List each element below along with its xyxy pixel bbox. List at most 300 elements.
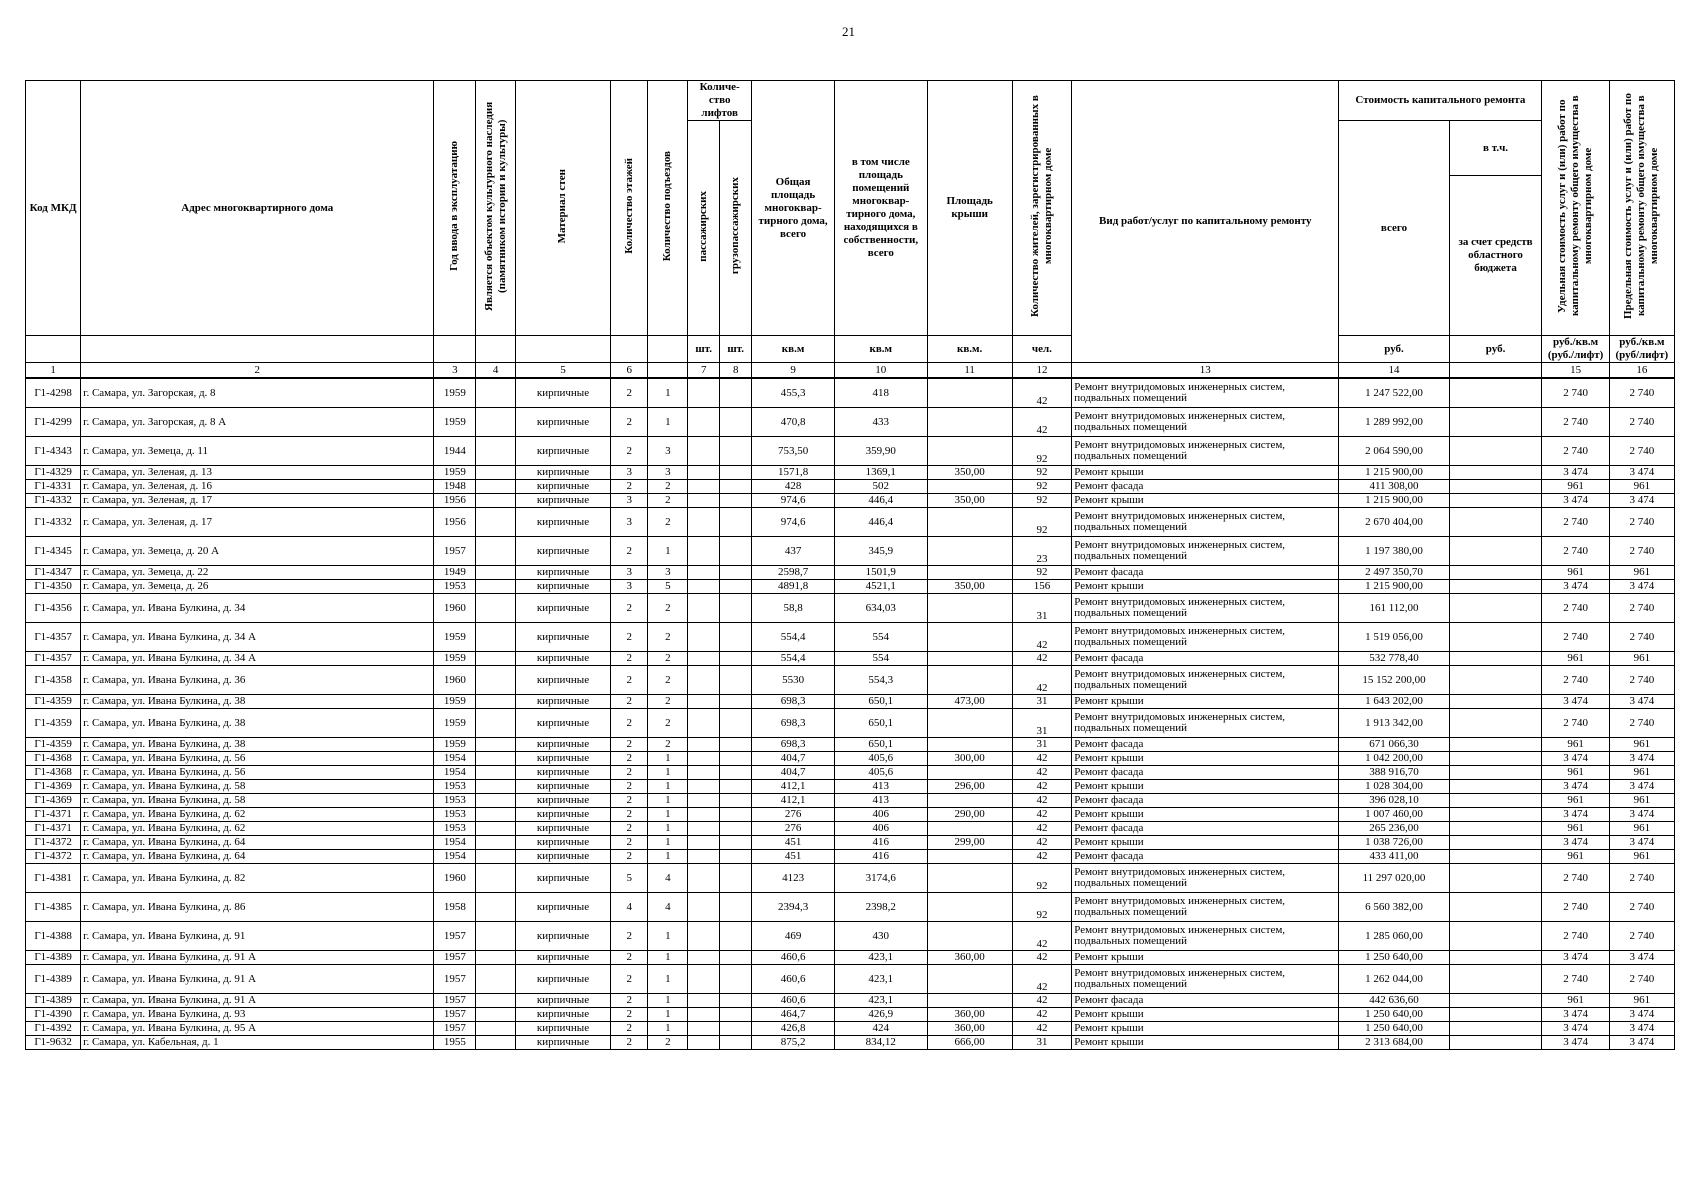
unit-cost-cell: 3 474	[1542, 951, 1609, 965]
code-cell: Г1-4359	[26, 738, 81, 752]
table-row	[26, 850, 1675, 864]
roof-area-cell	[927, 652, 1012, 666]
residents-cell: 42	[1012, 652, 1072, 666]
roof-area-cell	[927, 709, 1012, 738]
total-area-cell: 451	[752, 850, 835, 864]
unit-cell: руб.	[1449, 336, 1542, 363]
roof-area-cell: 360,00	[927, 951, 1012, 965]
column-number: 2	[81, 363, 434, 379]
wall-material-cell: кирпичные	[516, 508, 611, 537]
address-cell: г. Самара, ул. Ивана Булкина, д. 38	[81, 709, 434, 738]
address-cell: г. Самара, ул. Ивана Булкина, д. 34	[81, 594, 434, 623]
code-cell: Г1-4372	[26, 836, 81, 850]
col-code-header: Код МКД	[26, 81, 81, 336]
heritage-cell	[476, 766, 516, 780]
lifts-passenger-cell	[688, 836, 720, 850]
wall-material-cell: кирпичные	[516, 922, 611, 951]
max-cost-cell: 3 474	[1609, 951, 1674, 965]
max-cost-cell: 2 740	[1609, 537, 1674, 566]
owned-area-cell: 418	[834, 378, 927, 408]
cost-regional-cell	[1449, 808, 1542, 822]
code-cell: Г1-4368	[26, 766, 81, 780]
wall-material-cell: кирпичные	[516, 836, 611, 850]
floors-cell: 3	[610, 466, 648, 480]
roof-area-cell	[927, 822, 1012, 836]
residents-cell: 42	[1012, 951, 1072, 965]
cost-total-cell: 1 262 044,00	[1339, 965, 1449, 994]
cost-regional-cell	[1449, 408, 1542, 437]
floors-cell: 3	[610, 508, 648, 537]
cost-regional-cell	[1449, 994, 1542, 1008]
unit-cost-cell: 961	[1542, 850, 1609, 864]
total-area-cell: 698,3	[752, 709, 835, 738]
residents-cell: 92	[1012, 437, 1072, 466]
wall-material-cell: кирпичные	[516, 808, 611, 822]
address-cell: г. Самара, ул. Кабельная, д. 1	[81, 1036, 434, 1050]
roof-area-cell	[927, 623, 1012, 652]
lifts-passenger-cell	[688, 566, 720, 580]
year-cell: 1959	[434, 408, 476, 437]
floors-cell: 2	[610, 850, 648, 864]
floors-cell: 2	[610, 752, 648, 766]
address-cell: г. Самара, ул. Ивана Булкина, д. 91 А	[81, 994, 434, 1008]
roof-area-cell	[927, 408, 1012, 437]
cost-total-cell: 1 289 992,00	[1339, 408, 1449, 437]
max-cost-cell: 3 474	[1609, 752, 1674, 766]
lifts-passenger-cell	[688, 466, 720, 480]
work-type-cell: Ремонт внутридомовых инженерных систем, подвальных помещений	[1072, 378, 1339, 408]
owned-area-cell: 554,3	[834, 666, 927, 695]
lifts-freight-cell	[720, 994, 752, 1008]
roof-area-cell: 350,00	[927, 580, 1012, 594]
year-cell: 1944	[434, 437, 476, 466]
lifts-freight-cell	[720, 738, 752, 752]
residents-cell: 42	[1012, 965, 1072, 994]
col-work-type-header: Вид работ/услуг по капитальному ремонту	[1072, 81, 1339, 363]
cost-total-cell: 6 560 382,00	[1339, 893, 1449, 922]
col-address-header: Адрес многоквартирного дома	[81, 81, 434, 336]
lifts-freight-cell	[720, 850, 752, 864]
work-type-cell: Ремонт фасада	[1072, 822, 1339, 836]
cost-regional-cell	[1449, 709, 1542, 738]
unit-cost-cell: 3 474	[1542, 808, 1609, 822]
heritage-cell	[476, 466, 516, 480]
cost-regional-cell	[1449, 1036, 1542, 1050]
roof-area-cell	[927, 965, 1012, 994]
col-entrances-header: Количество подъездов	[648, 81, 688, 336]
wall-material-cell: кирпичные	[516, 580, 611, 594]
code-cell: Г1-4372	[26, 850, 81, 864]
lifts-freight-cell	[720, 780, 752, 794]
lifts-passenger-cell	[688, 766, 720, 780]
code-cell: Г1-4389	[26, 994, 81, 1008]
work-type-cell: Ремонт внутридомовых инженерных систем, подвальных помещений	[1072, 965, 1339, 994]
col-cost-total-header: всего	[1339, 121, 1449, 336]
lifts-freight-cell	[720, 594, 752, 623]
max-cost-cell: 2 740	[1609, 666, 1674, 695]
address-cell: г. Самара, ул. Ивана Булкина, д. 64	[81, 836, 434, 850]
column-number: 13	[1072, 363, 1339, 379]
year-cell: 1959	[434, 466, 476, 480]
cost-total-cell: 1 215 900,00	[1339, 466, 1449, 480]
cost-regional-cell	[1449, 836, 1542, 850]
max-cost-cell: 961	[1609, 480, 1674, 494]
heritage-cell	[476, 566, 516, 580]
roof-area-cell	[927, 893, 1012, 922]
owned-area-cell: 650,1	[834, 695, 927, 709]
work-type-cell: Ремонт внутридомовых инженерных систем, подвальных помещений	[1072, 893, 1339, 922]
owned-area-cell: 424	[834, 1022, 927, 1036]
owned-area-cell: 423,1	[834, 994, 927, 1008]
entrances-cell: 2	[648, 594, 688, 623]
table-row	[26, 594, 1675, 623]
entrances-cell: 2	[648, 666, 688, 695]
owned-area-cell: 446,4	[834, 508, 927, 537]
year-cell: 1958	[434, 893, 476, 922]
work-type-cell: Ремонт крыши	[1072, 1008, 1339, 1022]
work-type-cell: Ремонт внутридомовых инженерных систем, подвальных помещений	[1072, 709, 1339, 738]
lifts-freight-cell	[720, 494, 752, 508]
wall-material-cell: кирпичные	[516, 794, 611, 808]
table-row	[26, 808, 1675, 822]
table-row	[26, 1022, 1675, 1036]
max-cost-cell: 3 474	[1609, 1022, 1674, 1036]
lifts-freight-cell	[720, 508, 752, 537]
unit-cost-cell: 2 740	[1542, 437, 1609, 466]
owned-area-cell: 413	[834, 780, 927, 794]
total-area-cell: 460,6	[752, 965, 835, 994]
work-type-cell: Ремонт крыши	[1072, 752, 1339, 766]
table-row	[26, 466, 1675, 480]
column-number: 9	[752, 363, 835, 379]
cost-total-cell: 1 913 342,00	[1339, 709, 1449, 738]
col-lifts-header: Количе-ство лифтов	[688, 81, 752, 121]
col-roof-area-header: Площадь крыши	[927, 81, 1012, 336]
table-row	[26, 1036, 1675, 1050]
wall-material-cell: кирпичные	[516, 951, 611, 965]
col-wall-material-header: Материал стен	[516, 81, 611, 336]
address-cell: г. Самара, ул. Ивана Булкина, д. 91 А	[81, 965, 434, 994]
table-row	[26, 378, 1675, 408]
work-type-cell: Ремонт крыши	[1072, 695, 1339, 709]
heritage-cell	[476, 850, 516, 864]
floors-cell: 2	[610, 537, 648, 566]
table-row	[26, 566, 1675, 580]
lifts-passenger-cell	[688, 994, 720, 1008]
table-body	[26, 378, 1675, 1050]
entrances-cell: 2	[648, 652, 688, 666]
lifts-freight-cell	[720, 836, 752, 850]
heritage-cell	[476, 494, 516, 508]
residents-cell: 156	[1012, 580, 1072, 594]
lifts-passenger-cell	[688, 752, 720, 766]
residents-cell: 42	[1012, 752, 1072, 766]
table-header	[26, 81, 1675, 379]
owned-area-cell: 554	[834, 652, 927, 666]
year-cell: 1956	[434, 508, 476, 537]
residents-cell: 42	[1012, 378, 1072, 408]
entrances-cell: 1	[648, 994, 688, 1008]
heritage-cell	[476, 951, 516, 965]
address-cell: г. Самара, ул. Ивана Булкина, д. 64	[81, 850, 434, 864]
unit-cost-cell: 3 474	[1542, 1036, 1609, 1050]
lifts-freight-cell	[720, 709, 752, 738]
work-type-cell: Ремонт фасада	[1072, 566, 1339, 580]
lifts-freight-cell	[720, 378, 752, 408]
entrances-cell: 3	[648, 466, 688, 480]
residents-cell: 31	[1012, 738, 1072, 752]
column-numbers-row	[26, 363, 1675, 379]
unit-cell: чел.	[1012, 336, 1072, 363]
table-row	[26, 480, 1675, 494]
floors-cell: 2	[610, 922, 648, 951]
code-cell: Г1-4388	[26, 922, 81, 951]
col-total-area-header: Общая площадь многоквар-тирного дома, всего	[752, 81, 835, 336]
code-cell: Г1-4389	[26, 965, 81, 994]
owned-area-cell: 413	[834, 794, 927, 808]
cost-total-cell: 11 297 020,00	[1339, 864, 1449, 893]
table-row	[26, 1008, 1675, 1022]
roof-area-cell: 666,00	[927, 1036, 1012, 1050]
cost-regional-cell	[1449, 580, 1542, 594]
cost-regional-cell	[1449, 537, 1542, 566]
entrances-cell: 2	[648, 480, 688, 494]
table-row	[26, 738, 1675, 752]
total-area-cell: 974,6	[752, 494, 835, 508]
total-area-cell: 428	[752, 480, 835, 494]
col-max-cost-header: Предельная стоимость услуг и (или) работ по капитальному ремонту общего имущества в многоквартирном доме	[1609, 81, 1674, 336]
max-cost-cell: 3 474	[1609, 695, 1674, 709]
total-area-cell: 974,6	[752, 508, 835, 537]
table-row	[26, 695, 1675, 709]
wall-material-cell: кирпичные	[516, 537, 611, 566]
work-type-cell: Ремонт фасада	[1072, 480, 1339, 494]
max-cost-cell: 2 740	[1609, 378, 1674, 408]
residents-cell: 42	[1012, 922, 1072, 951]
heritage-cell	[476, 580, 516, 594]
cost-total-cell: 442 636,60	[1339, 994, 1449, 1008]
cost-total-cell: 1 028 304,00	[1339, 780, 1449, 794]
address-cell: г. Самара, ул. Ивана Булкина, д. 36	[81, 666, 434, 695]
roof-area-cell	[927, 594, 1012, 623]
total-area-cell: 437	[752, 537, 835, 566]
year-cell: 1960	[434, 594, 476, 623]
entrances-cell: 5	[648, 580, 688, 594]
unit-cost-cell: 961	[1542, 738, 1609, 752]
unit-cost-cell: 3 474	[1542, 836, 1609, 850]
max-cost-cell: 2 740	[1609, 922, 1674, 951]
column-number: 4	[476, 363, 516, 379]
wall-material-cell: кирпичные	[516, 1022, 611, 1036]
col-cost-header: Стоимость капитального ремонта	[1339, 81, 1542, 121]
table-row	[26, 666, 1675, 695]
wall-material-cell: кирпичные	[516, 566, 611, 580]
max-cost-cell: 961	[1609, 850, 1674, 864]
roof-area-cell: 299,00	[927, 836, 1012, 850]
lifts-passenger-cell	[688, 652, 720, 666]
entrances-cell: 2	[648, 623, 688, 652]
cost-regional-cell	[1449, 623, 1542, 652]
address-cell: г. Самара, ул. Земеца, д. 11	[81, 437, 434, 466]
heritage-cell	[476, 738, 516, 752]
max-cost-cell: 2 740	[1609, 437, 1674, 466]
owned-area-cell: 359,90	[834, 437, 927, 466]
cost-total-cell: 1 250 640,00	[1339, 1022, 1449, 1036]
lifts-freight-cell	[720, 652, 752, 666]
wall-material-cell: кирпичные	[516, 994, 611, 1008]
col-floors-header: Количество этажей	[610, 81, 648, 336]
owned-area-cell: 634,03	[834, 594, 927, 623]
total-area-cell: 698,3	[752, 738, 835, 752]
floors-cell: 2	[610, 738, 648, 752]
wall-material-cell: кирпичные	[516, 623, 611, 652]
unit-cost-cell: 2 740	[1542, 864, 1609, 893]
work-type-cell: Ремонт внутридомовых инженерных систем, подвальных помещений	[1072, 594, 1339, 623]
cost-total-cell: 1 643 202,00	[1339, 695, 1449, 709]
max-cost-cell: 961	[1609, 994, 1674, 1008]
year-cell: 1953	[434, 794, 476, 808]
total-area-cell: 470,8	[752, 408, 835, 437]
address-cell: г. Самара, ул. Ивана Булкина, д. 93	[81, 1008, 434, 1022]
lifts-freight-cell	[720, 822, 752, 836]
table-row	[26, 922, 1675, 951]
roof-area-cell: 350,00	[927, 466, 1012, 480]
table-row	[26, 766, 1675, 780]
year-cell: 1959	[434, 378, 476, 408]
year-cell: 1954	[434, 752, 476, 766]
unit-cell: кв.м.	[927, 336, 1012, 363]
col-cost-regional-header: за счет средств областного бюджета	[1449, 176, 1542, 336]
year-cell: 1957	[434, 965, 476, 994]
wall-material-cell: кирпичные	[516, 822, 611, 836]
residents-cell: 42	[1012, 808, 1072, 822]
address-cell: г. Самара, ул. Земеца, д. 22	[81, 566, 434, 580]
address-cell: г. Самара, ул. Земеца, д. 20 А	[81, 537, 434, 566]
address-cell: г. Самара, ул. Ивана Булкина, д. 95 А	[81, 1022, 434, 1036]
cost-total-cell: 2 497 350,70	[1339, 566, 1449, 580]
heritage-cell	[476, 994, 516, 1008]
code-cell: Г1-4359	[26, 695, 81, 709]
lifts-freight-cell	[720, 437, 752, 466]
col-cost-incl-header: в т.ч.	[1449, 121, 1542, 176]
wall-material-cell: кирпичные	[516, 1008, 611, 1022]
roof-area-cell: 360,00	[927, 1022, 1012, 1036]
work-type-cell: Ремонт фасада	[1072, 850, 1339, 864]
table-row	[26, 965, 1675, 994]
residents-cell: 92	[1012, 480, 1072, 494]
owned-area-cell: 1501,9	[834, 566, 927, 580]
roof-area-cell: 296,00	[927, 780, 1012, 794]
heritage-cell	[476, 893, 516, 922]
max-cost-cell: 3 474	[1609, 836, 1674, 850]
column-number: 14	[1339, 363, 1449, 379]
code-cell: Г1-4350	[26, 580, 81, 594]
total-area-cell: 469	[752, 922, 835, 951]
wall-material-cell: кирпичные	[516, 652, 611, 666]
code-cell: Г1-4389	[26, 951, 81, 965]
lifts-passenger-cell	[688, 508, 720, 537]
lifts-passenger-cell	[688, 480, 720, 494]
year-cell: 1957	[434, 951, 476, 965]
wall-material-cell: кирпичные	[516, 752, 611, 766]
work-type-cell: Ремонт крыши	[1072, 1022, 1339, 1036]
residents-cell: 42	[1012, 1022, 1072, 1036]
code-cell: Г1-4332	[26, 494, 81, 508]
work-type-cell: Ремонт внутридомовых инженерных систем, подвальных помещений	[1072, 864, 1339, 893]
total-area-cell: 460,6	[752, 951, 835, 965]
owned-area-cell: 3174,6	[834, 864, 927, 893]
lifts-passenger-cell	[688, 808, 720, 822]
year-cell: 1959	[434, 623, 476, 652]
unit-cost-cell: 3 474	[1542, 695, 1609, 709]
unit-cell: шт.	[688, 336, 720, 363]
wall-material-cell: кирпичные	[516, 709, 611, 738]
heritage-cell	[476, 1008, 516, 1022]
code-cell: Г1-4358	[26, 666, 81, 695]
entrances-cell: 1	[648, 836, 688, 850]
lifts-freight-cell	[720, 580, 752, 594]
column-number: 15	[1542, 363, 1609, 379]
column-number: 1	[26, 363, 81, 379]
wall-material-cell: кирпичные	[516, 1036, 611, 1050]
roof-area-cell: 350,00	[927, 494, 1012, 508]
roof-area-cell	[927, 537, 1012, 566]
cost-regional-cell	[1449, 437, 1542, 466]
year-cell: 1959	[434, 652, 476, 666]
year-cell: 1959	[434, 738, 476, 752]
lifts-passenger-cell	[688, 709, 720, 738]
code-cell: Г1-9632	[26, 1036, 81, 1050]
total-area-cell: 426,8	[752, 1022, 835, 1036]
total-area-cell: 5530	[752, 666, 835, 695]
code-cell: Г1-4371	[26, 808, 81, 822]
cost-total-cell: 1 519 056,00	[1339, 623, 1449, 652]
lifts-passenger-cell	[688, 951, 720, 965]
col-owned-area-header: в том числе площадь помещений многоквар-тирного дома, находящихся в собственности, всего	[834, 81, 927, 336]
cost-total-cell: 411 308,00	[1339, 480, 1449, 494]
code-cell: Г1-4381	[26, 864, 81, 893]
roof-area-cell	[927, 508, 1012, 537]
cost-regional-cell	[1449, 594, 1542, 623]
lifts-freight-cell	[720, 623, 752, 652]
cost-total-cell: 1 197 380,00	[1339, 537, 1449, 566]
year-cell: 1953	[434, 580, 476, 594]
cost-regional-cell	[1449, 766, 1542, 780]
col-heritage-header: Является объектом культурного наследия (памятником истории и культуры)	[476, 81, 516, 336]
code-cell: Г1-4331	[26, 480, 81, 494]
wall-material-cell: кирпичные	[516, 594, 611, 623]
lifts-freight-cell	[720, 965, 752, 994]
code-cell: Г1-4359	[26, 709, 81, 738]
wall-material-cell: кирпичные	[516, 494, 611, 508]
unit-cost-cell: 2 740	[1542, 893, 1609, 922]
column-number	[648, 363, 688, 379]
residents-cell: 42	[1012, 994, 1072, 1008]
address-cell: г. Самара, ул. Ивана Булкина, д. 34 А	[81, 652, 434, 666]
owned-area-cell: 426,9	[834, 1008, 927, 1022]
column-number: 16	[1609, 363, 1674, 379]
unit-cost-cell: 3 474	[1542, 466, 1609, 480]
work-type-cell: Ремонт крыши	[1072, 494, 1339, 508]
total-area-cell: 753,50	[752, 437, 835, 466]
owned-area-cell: 834,12	[834, 1036, 927, 1050]
column-number	[1449, 363, 1542, 379]
column-number: 10	[834, 363, 927, 379]
residents-cell: 92	[1012, 494, 1072, 508]
entrances-cell: 1	[648, 794, 688, 808]
floors-cell: 5	[610, 864, 648, 893]
cost-regional-cell	[1449, 893, 1542, 922]
